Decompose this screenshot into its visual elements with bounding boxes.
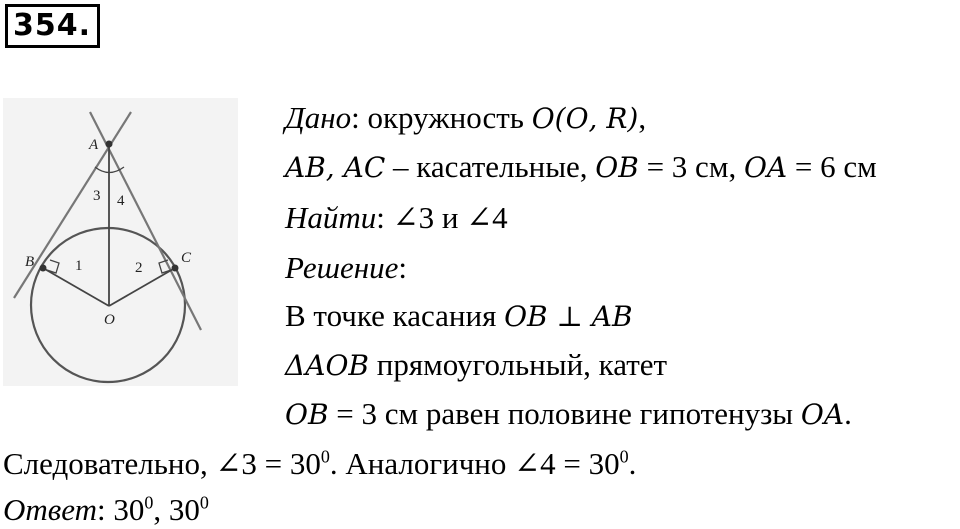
answer-degree-2: 0 <box>199 492 209 513</box>
solution-line-2-text: прямоугольный, катет <box>368 347 668 382</box>
problem-number: 354. <box>5 4 100 48</box>
given-line <box>285 100 646 137</box>
find-line <box>285 200 508 236</box>
geometry-figure <box>3 98 238 386</box>
solution-line-3 <box>285 396 852 433</box>
find-text: : ∠3 и ∠4 <box>376 200 508 235</box>
given-ob-symbol: 𝑂𝐵 <box>595 151 639 184</box>
solution-label: Решение <box>285 250 399 285</box>
conclusion-line <box>3 446 636 482</box>
given-oa-symbol: 𝑂𝐴 <box>743 151 788 184</box>
right-angle-b <box>47 260 59 273</box>
given-circle: 𝑂(𝑂, 𝑅) <box>531 102 639 135</box>
label-a: A <box>89 137 99 153</box>
solution-line-1 <box>285 298 633 335</box>
label-c: C <box>181 250 192 266</box>
find-label: Найти <box>285 200 377 235</box>
angle-label-2: 2 <box>135 260 143 276</box>
given-ob-value: = 3 см, <box>638 149 744 184</box>
point-b <box>40 265 47 272</box>
solution-line-2 <box>285 347 667 384</box>
conclusion-degree-2: 0 <box>619 446 629 467</box>
solution-line-3-math-2: 𝑂𝐴 <box>800 398 845 431</box>
conclusion-text-2: . Аналогично ∠4 = 30 <box>329 446 620 481</box>
tangent-ab <box>14 112 131 298</box>
solution-line-1-text: В точке касания <box>285 298 505 333</box>
given-oa-value: = 6 см <box>787 149 877 184</box>
solution-line-1-math: 𝑂𝐵 ⊥ 𝐴𝐵 <box>504 300 633 333</box>
answer-text: : 30 <box>96 492 145 527</box>
answer-line <box>3 492 209 528</box>
conclusion-degree-1: 0 <box>320 446 330 467</box>
angle-label-3: 3 <box>93 188 101 204</box>
answer-degree-1: 0 <box>144 492 154 513</box>
figure-svg <box>3 98 238 386</box>
point-c <box>172 265 179 272</box>
given-tail: , <box>638 100 647 135</box>
answer-mid: , 30 <box>153 492 200 527</box>
label-b: B <box>25 254 35 270</box>
answer-label: Ответ <box>3 492 97 527</box>
given-line-2 <box>285 149 877 186</box>
given-text: : окружность <box>351 100 532 135</box>
point-a <box>106 141 113 148</box>
conclusion-text-3: . <box>628 446 637 481</box>
solution-line-3-text: = 3 см равен половине гипотенузы <box>328 396 801 431</box>
solution-colon: : <box>398 250 407 285</box>
solution-line-3-math: 𝑂𝐵 <box>285 398 329 431</box>
solution-line-2-math: Δ𝐴𝑂𝐵 <box>285 349 369 382</box>
given-label: Дано <box>285 100 352 135</box>
angle-label-4: 4 <box>117 193 125 209</box>
angle-label-1: 1 <box>75 258 83 274</box>
solution-line-3-end: . <box>844 396 852 431</box>
conclusion-text-1: Следовательно, ∠3 = 30 <box>3 446 321 481</box>
solution-heading <box>285 250 407 286</box>
given-tangent-text: – касательные, <box>385 149 596 184</box>
label-o: O <box>104 312 115 328</box>
given-segments: 𝐴𝐵, 𝐴𝐶 <box>285 151 386 184</box>
